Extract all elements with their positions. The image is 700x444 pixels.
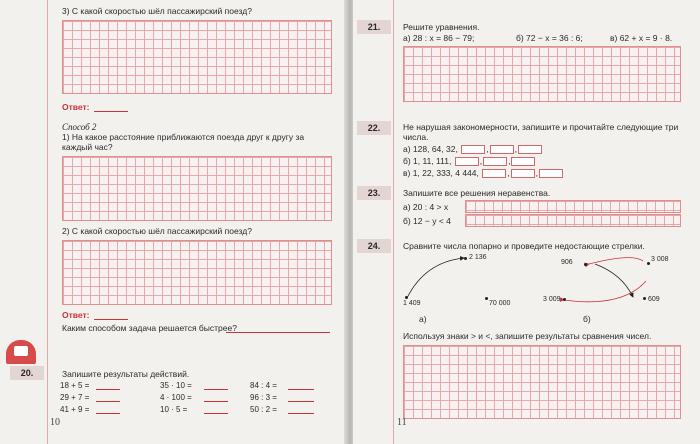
question-2: 2) С какой скоростью шёл пассажирский поезд? (62, 226, 252, 236)
answer-grid-3[interactable] (62, 240, 332, 305)
which-method-blank[interactable] (226, 332, 330, 333)
which-method-question: Каким способом задача решается быстрее? (62, 323, 237, 333)
answer-box[interactable] (482, 169, 506, 178)
inequality-a-grid[interactable] (465, 200, 681, 213)
answer-box[interactable] (539, 169, 563, 178)
blank-r2-c2[interactable] (204, 401, 228, 402)
equation-c: в) 62 + x = 9 · 8. (610, 33, 673, 43)
sequence-c: в) 1, 22, 333, 4 444, , , (403, 168, 564, 178)
sequence-b: б) 1, 11, 111, , , (403, 156, 536, 166)
question-3: 3) С какой скоростью шёл пассажирский поезд? (62, 6, 252, 16)
expr-r1-c1: 18 + 5 = (60, 381, 90, 390)
task-20-number: 20. (10, 366, 44, 380)
right-page (353, 0, 700, 444)
answer-label-1: Ответ: (62, 102, 90, 112)
task-21-number: 21. (357, 20, 391, 34)
number-70000: 70 000 (489, 300, 511, 307)
equation-b: б) 72 − x = 36 : 6; (516, 33, 583, 43)
expr-r1-c2: 35 · 10 = (160, 381, 192, 390)
method-2-heading: Способ 2 (62, 122, 97, 132)
equation-grid[interactable] (403, 46, 681, 102)
blank-r1-c3[interactable] (288, 389, 314, 390)
margin-line (393, 0, 394, 444)
arrow-b-bottom (564, 281, 646, 302)
point (584, 263, 587, 266)
expr-r2-c3: 96 : 3 = (250, 393, 277, 402)
blank-r3-c1[interactable] (96, 413, 120, 414)
label-a: а) (419, 314, 427, 324)
blank-r3-c3[interactable] (288, 413, 314, 414)
expr-r3-c1: 41 + 9 = (60, 405, 90, 414)
expr-r3-c2: 10 · 5 = (160, 405, 188, 414)
comparison-grid[interactable] (403, 345, 681, 419)
point (485, 297, 488, 300)
task-21-title: Решите уравнения. (403, 22, 480, 32)
question-1: 1) На какое расстояние приближаются поезда друг к другу за каждый час? (62, 132, 305, 152)
task-22-title: Не нарушая закономерности, запишите и прочитайте следующие три числа. (403, 122, 679, 142)
answer-blank-1[interactable] (94, 111, 128, 112)
expr-r2-c2: 4 · 100 = (160, 393, 192, 402)
task-24-number: 24. (357, 239, 391, 253)
number-3008: 3 008 (651, 256, 669, 263)
sequence-a: а) 128, 64, 32, , , (403, 144, 543, 154)
blank-r2-c3[interactable] (288, 401, 314, 402)
answer-box[interactable] (490, 145, 514, 154)
task-22-number: 22. (357, 121, 391, 135)
equation-a: а) 28 : x = 86 − 79; (403, 33, 475, 43)
book-icon (14, 346, 28, 356)
expr-r1-c3: 84 : 4 = (250, 381, 277, 390)
answer-label-2: Ответ: (62, 310, 90, 320)
point (405, 296, 408, 299)
number-906: 906 (561, 259, 573, 266)
page-number-right: 11 (397, 417, 407, 428)
task-24-note: Используя знаки > и <, запишите результаты сравнения чисел. (403, 331, 652, 341)
page-number-left: 10 (50, 417, 60, 428)
task-24-title: Сравните числа попарно и проведите недостающие стрелки. (403, 241, 645, 251)
task-23-title: Запишите все решения неравенства. (403, 188, 551, 198)
answer-box[interactable] (518, 145, 542, 154)
expr-r3-c3: 50 : 2 = (250, 405, 277, 414)
answer-grid-1[interactable] (62, 20, 332, 94)
expr-r2-c1: 29 + 7 = (60, 393, 90, 402)
answer-box[interactable] (511, 169, 535, 178)
point (647, 262, 650, 265)
point (464, 257, 467, 260)
number-609: 609 (648, 296, 660, 303)
arrow-a (407, 258, 464, 298)
left-page (0, 0, 347, 444)
inequality-b: б) 12 − y < 4 (403, 216, 451, 226)
label-b: б) (583, 314, 591, 324)
blank-r1-c2[interactable] (204, 389, 228, 390)
point (563, 298, 566, 301)
arrow-b-top (589, 258, 643, 264)
task-23-number: 23. (357, 186, 391, 200)
inequality-a: а) 20 : 4 > x (403, 202, 449, 212)
number-1409: 1 409 (403, 300, 421, 307)
answer-box[interactable] (483, 157, 507, 166)
blank-r3-c2[interactable] (204, 413, 228, 414)
number-3009: 3 009 (543, 296, 561, 303)
number-2136: 2 136 (469, 254, 487, 261)
answer-box[interactable] (511, 157, 535, 166)
point (643, 297, 646, 300)
inequality-b-grid[interactable] (465, 214, 681, 227)
answer-box[interactable] (455, 157, 479, 166)
arrow-b-cross (595, 264, 633, 297)
answer-blank-2[interactable] (94, 319, 128, 320)
answer-box[interactable] (461, 145, 485, 154)
blank-r1-c1[interactable] (96, 389, 120, 390)
task-20-title: Запишите результаты действий. (62, 369, 190, 379)
answer-grid-2[interactable] (62, 156, 332, 221)
margin-line (47, 0, 48, 444)
blank-r2-c1[interactable] (96, 401, 120, 402)
